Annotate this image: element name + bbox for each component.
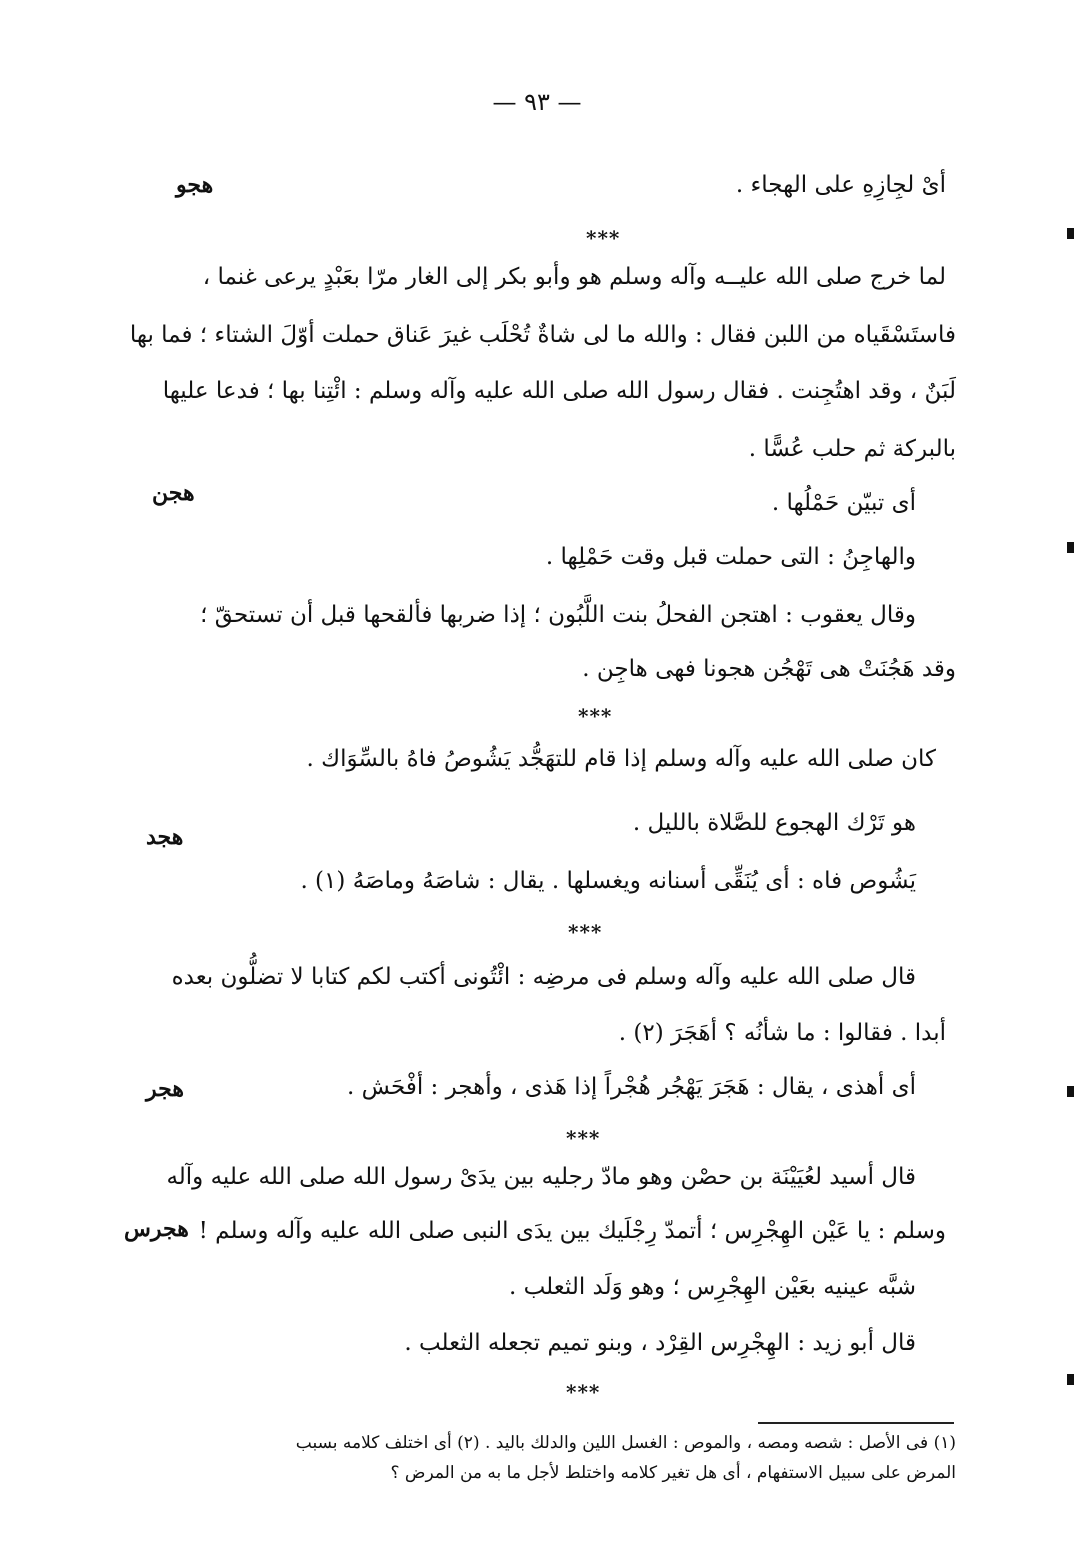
text-line: والهاجِنُ : التى حملت قبل وقت حَمْلِها . <box>545 544 916 570</box>
text-line: لَبَنٌ ، وقد اهتُجِنت . فقال رسول الله صلى الله عليه وآله وسلم : ائْتِنا بها ؛ فدعا عليها <box>162 378 956 404</box>
text-line: أى أهذى ، يقال : هَجَرَ يَهْجُر هُجْراً إذا هَذى ، وأهجر : أفْحَش . <box>347 1074 916 1100</box>
text-line: وقال يعقوب : اهتجن الفحلُ بنت اللَّبُون ؛ إذا ضربها فألقحها قبل أن تستحقّ ؛ <box>200 602 916 628</box>
root-word-hajd: هجد <box>146 824 184 850</box>
text-line: فاستَسْقَياه من اللبن فقال : والله ما لى شاةٌ تُحْلَب غيرَ عَناق حملت أوّلَ الشتاء ؛ فما بها <box>129 322 956 348</box>
section-separator: *** <box>566 1126 601 1150</box>
scan-mark <box>1067 542 1074 553</box>
text-line: شبَّه عينيه بعَيْن الهِجْرِس ؛ وهو وَلَد الثعلب . <box>508 1274 916 1300</box>
root-word-hajr: هجر <box>146 1076 184 1102</box>
text-line: أى تبيّن حَمْلُها . <box>771 490 916 516</box>
footnote-line: المرض على سبيل الاستفهام ، أى هل تغير كلامه واختلط لأجل ما به من المرض ؟ <box>390 1463 956 1483</box>
text-line: بالبركة ثم حلب عُسًّا . <box>748 436 956 462</box>
text-line: قال صلى الله عليه وآله وسلم فى مرضِه : ائْتُونى أكتب لكم كتابا لا تضلُّون بعده <box>171 964 916 990</box>
footnote-line: (١) فى الأصل : شصه ومصه ، والموص : الغسل اللين والدلك باليد . (٢) أى اختلف كلامه بسبب <box>295 1433 956 1453</box>
section-separator: *** <box>568 920 603 944</box>
scan-mark <box>1067 228 1074 239</box>
section-separator: *** <box>578 704 613 728</box>
text-line: قال أسيد لعُيَيْنَة بن حصْن وهو مادّ رجليه بين يدَىْ رسول الله صلى الله عليه وآله <box>166 1164 916 1190</box>
text-line: أىْ لجِازِهِ على الهجاء . <box>735 172 946 198</box>
root-word-hajn: هجن <box>152 480 195 506</box>
root-word-hajw: هجو <box>176 172 214 198</box>
text-line: وقد هَجُنَتْ هى تَهْجُن هجونا فهى هاجِن . <box>582 656 956 682</box>
text-line: هو تَرْك الهجوع للصَّلاة بالليل . <box>632 810 916 836</box>
text-line: قال أبو زيد : الهِجْرِس القِرْد ، وبنو تميم تجعله الثعلب . <box>404 1330 916 1356</box>
text-line: كان صلى الله عليه وآله وسلم إذا قام للتهَجُّد يَشُوصُ فاهُ بالسِّوَاك . <box>306 746 936 772</box>
section-separator: *** <box>586 226 621 250</box>
footnote-rule <box>758 1422 954 1424</box>
page-number: — ٩٣ — <box>492 88 582 116</box>
scan-mark <box>1067 1374 1074 1385</box>
section-separator: *** <box>566 1380 601 1404</box>
text-line: يَشُوص فاه : أى يُنَقِّى أسنانه ويغسلها . يقال : شاصَهُ وماصَهُ (١) . <box>300 868 916 894</box>
scan-mark <box>1067 1086 1074 1097</box>
text-line: وسلم : يا عَيْن الهِجْرِس ؛ أتمدّ رِجْلَيك بين يدَى النبى صلى الله عليه وآله وسلم ! <box>198 1218 946 1244</box>
text-line: أبدا . فقالوا : ما شأنُه ؟ أهَجَرَ (٢) . <box>618 1020 946 1046</box>
text-line: لما خرج صلى الله عليــه وآله وسلم هو وأبو بكر إلى الغار مرّا بعَبْدٍ يرعى غنما ، <box>202 264 946 290</box>
root-word-hijris: هجرس <box>124 1216 189 1242</box>
